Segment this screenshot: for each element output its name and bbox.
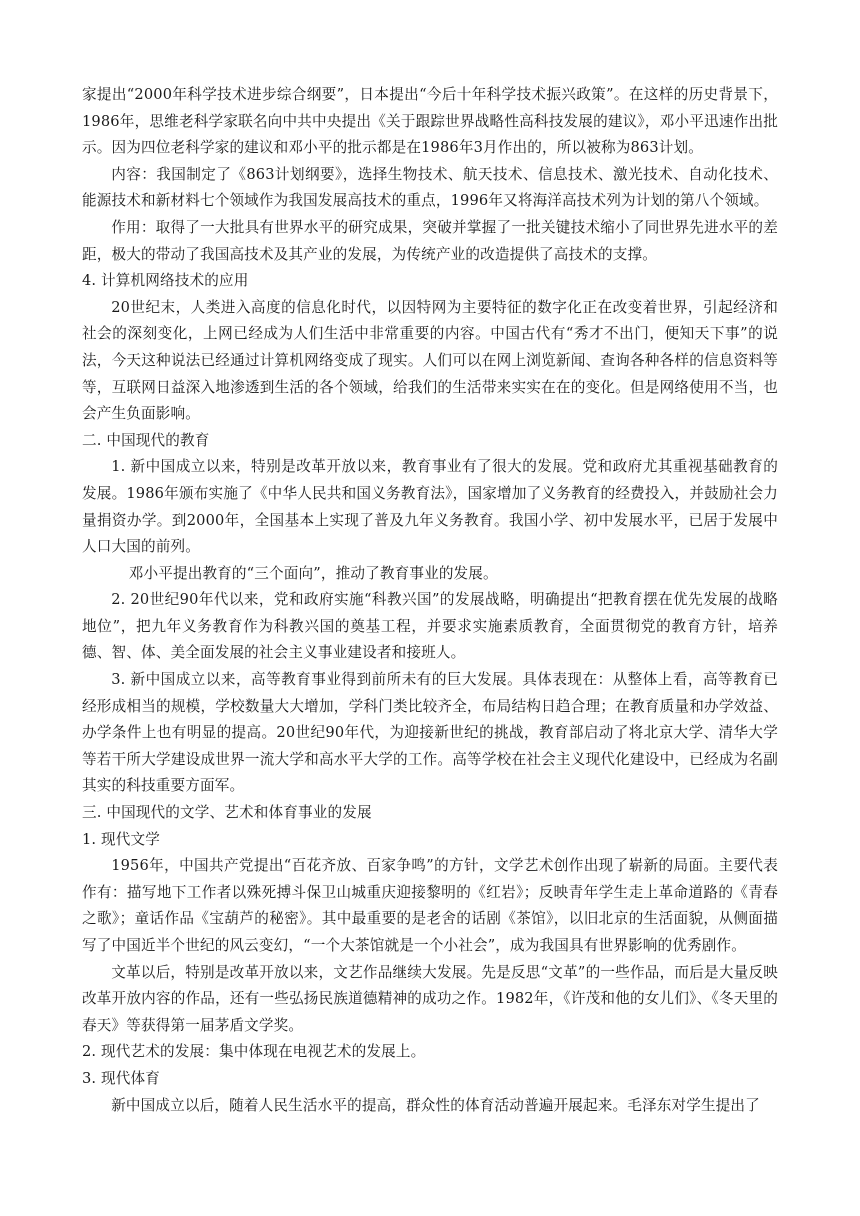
paragraph-literature-reform: 文革以后，特别是改革开放以来，文艺作品继续大发展。先是反思“文革”的一些作品，而后是大量反映改革开放内容的作品，还有一些弘扬民族道德精神的成功之作。1982年，《许茂和他的女儿们》、《冬天里的春天》等获得第一届茅盾文学奖。 (82, 963, 778, 1034)
heading-network-technology: 4. 计算机网络技术的应用 (82, 272, 249, 290)
paragraph-863-effect: 作用：取得了一大批具有世界水平的研究成果，突破并掌握了一批关键技术缩小了同世界先进水平的差距，极大的带动了我国高技术及其产业的发展，为传统产业的改造提供了高技术的支撑。 (82, 218, 778, 263)
paragraph-three-orientations: 邓小平提出教育的“三个面向”，推动了教育事业的发展。 (128, 564, 498, 582)
paragraph-literature-1956: 1956年，中国共产党提出“百花齐放、百家争鸣”的方针，文学艺术创作出现了崭新的局面。主要代表作有：描写地下工作者以殊死搏斗保卫山城重庆迎接黎明的《红岩》；反映青年学生走上革命道路的《青春之歌》；童话作品《宝葫芦的秘密》。其中最重要的是老舍的话剧《茶馆》，以旧北京的生活面貌，从侧面描写了中国近半个世纪的风云变幻，“一个大茶馆就是一个小社会”，成为我国具有世界影响的优秀剧作。 (82, 857, 778, 954)
heading-modern-sports: 3. 现代体育 (82, 1069, 160, 1087)
heading-modern-arts: 2. 现代艺术的发展：集中体现在电视艺术的发展上。 (82, 1043, 426, 1061)
heading-modern-literature: 1. 现代文学 (82, 830, 160, 848)
paragraph-internet: 20世纪末，人类进入高度的信息化时代，以因特网为主要特征的数字化正在改变着世界，引起经济和社会的深刻变化，上网已经成为人们生活中非常重要的内容。中国古代有“秀才不出门，便知天下事”的说法，今天这种说法已经通过计算机网络变成了现实。人们可以在网上浏览新闻、查询各种各样的信息资料等等，互联网日益深入地渗透到生活的各个领域，给我们的生活带来实实在在的变化。但是网络使用不当，也会产生负面影响。 (82, 298, 778, 423)
paragraph-education-2: 2. 20世纪90年代以来，党和政府实施“科教兴国”的发展战略，明确提出“把教育摆在优先发展的战略地位”，把九年义务教育作为科教兴国的奠基工程，并要求实施素质教育，全面贯彻党的教育方针，培养德、智、体、美全面发展的社会主义事业建设者和接班人。 (82, 591, 778, 662)
paragraph-education-1: 1. 新中国成立以来，特别是改革开放以来，教育事业有了很大的发展。党和政府尤其重视基础教育的发展。1986年颁布实施了《中华人民共和国义务教育法》，国家增加了义务教育的经费投入，并鼓励社会力量捐资办学。到2000年，全国基本上实现了普及九年义务教育。我国小学、初中发展水平，已居于发展中人口大国的前列。 (82, 458, 778, 556)
heading-culture-arts-sports: 三. 中国现代的文学、艺术和体育事业的发展 (82, 804, 372, 822)
paragraph-863-content: 内容：我国制定了《863计划纲要》，选择生物技术、航天技术、信息技术、激光技术、自动化技术、能源技术和新材料七个领域作为我国发展高技术的重点，1996年又将海洋高技术列为计划的第八个领域。 (82, 165, 778, 210)
paragraph-education-3: 3. 新中国成立以来，高等教育事业得到前所未有的巨大发展。具体表现在：从整体上看，高等教育已经形成相当的规模，学校数量大大增加，学科门类比较齐全，布局结构日趋合理；在教育质量和办学效益、办学条件上也有明显的提高。20世纪90年代，为迎接新世纪的挑战，教育部启动了将北京大学、清华大学等若干所大学建设成世界一流大学和高水平大学的工作。高等学校在社会主义现代化建设中，已经成为名副其实的科技重要方面军。 (82, 671, 778, 795)
heading-modern-education: 二. 中国现代的教育 (82, 431, 210, 449)
paragraph-sports: 新中国成立以后，随着人民生活水平的提高，群众性的体育活动普遍开展起来。毛泽东对学生提出了 (111, 1096, 760, 1114)
paragraph-863-background: 家提出“2000年科学技术进步综合纲要”，日本提出“今后十年科学技术振兴政策”。在这样的历史背景下，1986年，思维老科学家联名向中共中央提出《关于跟踪世界战略性高科技发展的建议》，邓小平迅速作出批示。因为四位老科学家的建议和邓小平的批示都是在1986年3月作出的，所以被称为863计划。 (82, 86, 778, 157)
